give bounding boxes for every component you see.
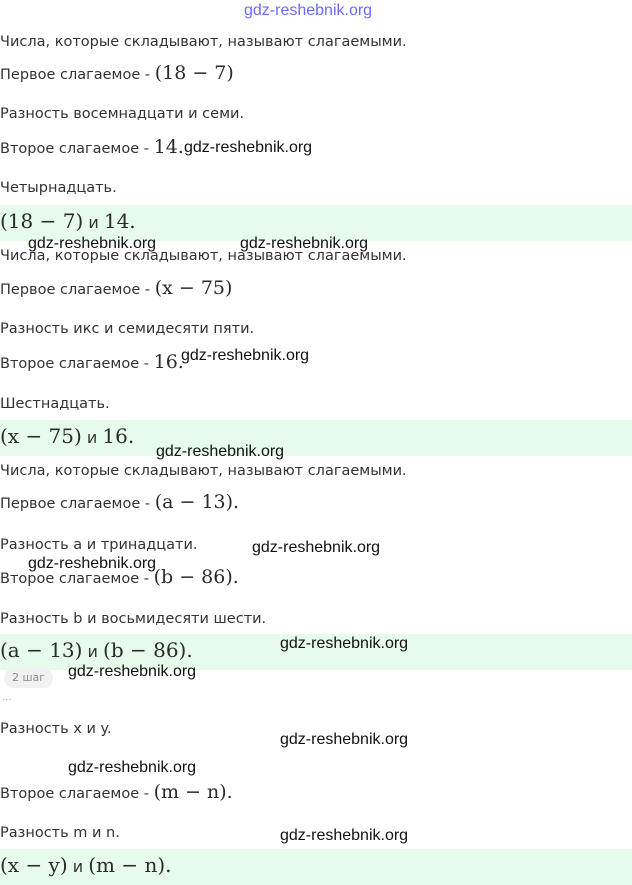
watermark: gdz-reshebnik.org bbox=[280, 731, 409, 748]
first-addend-line bbox=[0, 277, 232, 299]
second-addend-reading: Шестнадцать. bbox=[0, 396, 110, 412]
second-addend-reading: Разность m и n. bbox=[0, 825, 120, 841]
second-addend-label: Второе слагаемое - bbox=[0, 786, 154, 802]
watermark: gdz-reshebnik.org bbox=[28, 555, 157, 572]
watermark: gdz-reshebnik.org bbox=[156, 443, 285, 460]
first-addend-label: Первое слагаемое - bbox=[0, 282, 155, 298]
step-badge: 2 шаг bbox=[4, 668, 53, 688]
answer-math-b: 14. bbox=[103, 209, 136, 233]
first-addend-math: (x − 75) bbox=[154, 277, 233, 299]
answer-math-a: (a − 13) bbox=[0, 638, 83, 662]
second-addend-math: 14. bbox=[153, 136, 184, 158]
second-addend-reading: Четырнадцать. bbox=[0, 180, 117, 196]
second-addend-label: Второе слагаемое - bbox=[0, 356, 154, 372]
answer-conjunction: и bbox=[67, 857, 89, 876]
watermark: gdz-reshebnik.org bbox=[280, 827, 409, 844]
answer-conjunction: и bbox=[83, 213, 104, 232]
watermark: gdz-reshebnik.org bbox=[28, 235, 157, 252]
second-addend-label: Второе слагаемое - bbox=[0, 141, 154, 157]
first-addend-line bbox=[0, 62, 234, 84]
answer-line bbox=[0, 638, 193, 662]
first-addend-label: Первое слагаемое - bbox=[0, 67, 155, 83]
first-addend-reading: Разность восемнадцати и семи. bbox=[0, 106, 245, 122]
first-addend-label: Первое слагаемое - bbox=[0, 496, 155, 512]
second-addend-math: 16. bbox=[153, 351, 184, 373]
answer-math-b: (m − n). bbox=[88, 853, 172, 877]
definition-text: Числа, которые складывают, называют слагаемыми. bbox=[0, 463, 407, 479]
second-addend-line bbox=[0, 781, 233, 803]
first-addend-reading: Разность икс и семидесяти пяти. bbox=[0, 321, 255, 337]
watermark: gdz-reshebnik.org bbox=[252, 539, 381, 556]
second-addend-math: (b − 86). bbox=[153, 566, 239, 588]
watermark: gdz-reshebnik.org bbox=[181, 347, 310, 364]
answer-line bbox=[0, 424, 134, 448]
watermark: gdz-reshebnik.org bbox=[280, 635, 409, 652]
watermark: gdz-reshebnik.org bbox=[184, 139, 313, 156]
first-addend-reading: Разность x и y. bbox=[0, 721, 112, 737]
second-addend-math: (m − n). bbox=[153, 781, 233, 803]
first-addend-line bbox=[0, 491, 239, 513]
watermark: gdz-reshebnik.org bbox=[68, 759, 197, 776]
first-addend-math: (a − 13). bbox=[154, 491, 240, 513]
answer-math-a: (x − 75) bbox=[0, 424, 82, 448]
second-addend-line bbox=[0, 351, 184, 373]
first-addend-math: (18 − 7) bbox=[154, 62, 234, 84]
answer-line bbox=[0, 853, 172, 877]
answer-math-b: 16. bbox=[102, 424, 135, 448]
ellipsis: ... bbox=[2, 692, 12, 703]
definition-text: Числа, которые складывают, называют слагаемыми. bbox=[0, 248, 407, 264]
first-addend-reading: Разность a и тринадцати. bbox=[0, 537, 198, 553]
watermark: gdz-reshebnik.org bbox=[240, 235, 369, 252]
watermark: gdz-reshebnik.org bbox=[68, 663, 197, 680]
definition-text: Числа, которые складывают, называют слагаемыми. bbox=[0, 34, 407, 50]
answer-math-a: (18 − 7) bbox=[0, 209, 84, 233]
second-addend-reading: Разность b и восьмидесяти шести. bbox=[0, 611, 267, 627]
answer-conjunction: и bbox=[81, 428, 103, 447]
answer-math-b: (b − 86). bbox=[103, 638, 193, 662]
second-addend-line bbox=[0, 136, 184, 158]
answer-math-a: (x − y) bbox=[0, 853, 68, 877]
second-addend-label: Второе слагаемое - bbox=[0, 571, 154, 587]
answer-conjunction: и bbox=[82, 642, 104, 661]
watermark-top: gdz-reshebnik.org bbox=[244, 2, 373, 19]
answer-line bbox=[0, 209, 136, 233]
